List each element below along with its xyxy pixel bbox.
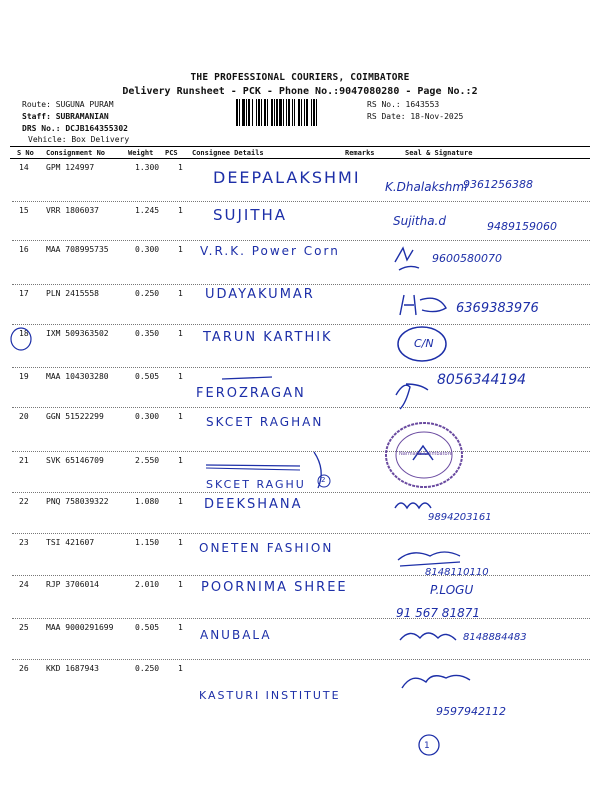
row-consignee-handwritten: ONETEN FASHION bbox=[199, 541, 334, 555]
col-sno: S No bbox=[17, 149, 34, 157]
row-consignment: GGN 51522299 bbox=[46, 412, 104, 421]
row-consignee-handwritten: TARUN KARTHIK bbox=[203, 330, 333, 345]
sig-25 bbox=[400, 633, 456, 640]
row-pcs: 1 bbox=[178, 412, 183, 421]
row-phone: 9361256388 bbox=[463, 178, 533, 191]
row-pcs: 1 bbox=[178, 456, 183, 465]
cn-circle bbox=[398, 327, 446, 361]
row-sno: 14 bbox=[19, 163, 29, 172]
row-phone: 9489159060 bbox=[487, 220, 557, 233]
drs-number: DRS No.: DCJB164355302 bbox=[22, 124, 128, 133]
col-seal: Seal & Signature bbox=[405, 149, 473, 157]
staff-label: Staff: SUBRAMANIAN bbox=[22, 112, 109, 121]
row-consignee-handwritten: SKCET RAGHAN bbox=[206, 415, 324, 429]
row-weight: 2.550 bbox=[135, 456, 160, 465]
row-consignment: VRR 1806037 bbox=[46, 206, 99, 215]
row-consignee-handwritten: SUJITHA bbox=[213, 206, 288, 224]
sig-23 bbox=[398, 552, 460, 566]
row-phone: 8148110110 bbox=[425, 567, 489, 578]
col-remarks: Remarks bbox=[345, 149, 375, 157]
row-pcs: 1 bbox=[178, 163, 183, 172]
row-consignment: PNQ 758039322 bbox=[46, 497, 109, 506]
row-pcs: 1 bbox=[178, 206, 183, 215]
row-consignee-handwritten: DEEKSHANA bbox=[204, 497, 303, 512]
bottom-mark: 1 bbox=[424, 741, 430, 751]
row-pcs: 1 bbox=[178, 289, 183, 298]
row-phone: 9600580070 bbox=[432, 252, 502, 265]
row-sno: 23 bbox=[19, 538, 29, 547]
row-consignment: PLN 2415558 bbox=[46, 289, 99, 298]
row-consignment: IXM 509363502 bbox=[46, 329, 109, 338]
row-signature: K.Dhalakshmi bbox=[385, 180, 468, 194]
row-consignee-handwritten: POORNIMA SHREE bbox=[201, 580, 348, 595]
strike-1 bbox=[222, 377, 272, 379]
row-weight: 0.300 bbox=[135, 412, 160, 421]
row-sno: 18 bbox=[19, 329, 29, 338]
row-phone: 9894203161 bbox=[428, 512, 492, 523]
row-signature: P.LOGU bbox=[430, 583, 474, 597]
row-weight: 0.250 bbox=[135, 664, 160, 673]
bracket-number: 2 bbox=[321, 476, 326, 484]
company-title: THE PROFESSIONAL COURIERS, COIMBATORE bbox=[190, 72, 410, 83]
sig-22 bbox=[395, 503, 431, 508]
row-consignee-handwritten: UDAYAKUMAR bbox=[205, 287, 315, 302]
row-sno: 22 bbox=[19, 497, 29, 506]
col-consignee: Consignee Details bbox=[192, 149, 264, 157]
row-consignment: MAA 708995735 bbox=[46, 245, 109, 254]
row-weight: 1.080 bbox=[135, 497, 160, 506]
row-pcs: 1 bbox=[178, 372, 183, 381]
row-weight: 0.350 bbox=[135, 329, 160, 338]
row-sno: 25 bbox=[19, 623, 29, 632]
row-weight: 0.505 bbox=[135, 372, 160, 381]
row-weight: 0.250 bbox=[135, 289, 160, 298]
rs-date: RS Date: 18-Nov-2025 bbox=[367, 112, 464, 121]
sig-26 bbox=[402, 675, 470, 688]
strike-3 bbox=[206, 468, 300, 470]
row-sno: 21 bbox=[19, 456, 29, 465]
row-pcs: 1 bbox=[178, 329, 183, 338]
row-consignee-handwritten: V.R.K. Power Corn bbox=[200, 244, 340, 258]
row-consignment: MAA 9000291699 bbox=[46, 623, 114, 632]
row-consignee-handwritten: KASTURI INSTITUTE bbox=[199, 689, 341, 702]
row-weight: 1.300 bbox=[135, 163, 160, 172]
runsheet-subtitle: Delivery Runsheet - PCK - Phone No.:9047080280 - Page No.:2 bbox=[122, 86, 478, 97]
row-sno: 19 bbox=[19, 372, 29, 381]
sig-19 bbox=[396, 384, 428, 409]
row-phone: 8056344194 bbox=[437, 372, 527, 388]
row-consignment: TSI 421607 bbox=[46, 538, 95, 547]
row-sno: 17 bbox=[19, 289, 29, 298]
row-sno: 24 bbox=[19, 580, 29, 589]
row-pcs: 1 bbox=[178, 580, 183, 589]
rs-number: RS No.: 1643553 bbox=[367, 100, 440, 109]
row-sno: 20 bbox=[19, 412, 29, 421]
row-phone: 8148884483 bbox=[463, 632, 527, 643]
col-weight: Weight bbox=[128, 149, 154, 157]
row-weight: 0.505 bbox=[135, 623, 160, 632]
row-pcs: 1 bbox=[178, 623, 183, 632]
row-weight: 0.300 bbox=[135, 245, 160, 254]
row-consignee-handwritten: FEROZRAGAN bbox=[196, 386, 306, 401]
col-pcs: PCS bbox=[165, 149, 178, 157]
row-weight: 1.245 bbox=[135, 206, 160, 215]
row-sno: 26 bbox=[19, 664, 29, 673]
row-weight: 1.150 bbox=[135, 538, 160, 547]
sig-17 bbox=[400, 295, 446, 315]
row-phone: 91 567 81871 bbox=[396, 606, 480, 620]
row-pcs: 1 bbox=[178, 497, 183, 506]
col-consignment: Consignment No bbox=[46, 149, 106, 157]
vehicle-label: Vehicle: Box Delivery bbox=[28, 135, 130, 144]
row-sno: 16 bbox=[19, 245, 29, 254]
strike-2 bbox=[206, 465, 300, 466]
row-weight: 2.010 bbox=[135, 580, 160, 589]
route-label: Route: SUGUNA PURAM bbox=[22, 100, 114, 109]
row-consignee-handwritten: DEEPALAKSHMI bbox=[213, 168, 361, 187]
row-consignment: GPM 124997 bbox=[46, 163, 95, 172]
row-consignment: MAA 104303280 bbox=[46, 372, 109, 381]
row-phone: 9597942112 bbox=[436, 705, 506, 718]
sig-16 bbox=[395, 248, 419, 270]
row-sno: 15 bbox=[19, 206, 29, 215]
row-consignee-handwritten: ANUBALA bbox=[200, 628, 272, 642]
row-pcs: 1 bbox=[178, 245, 183, 254]
row-circle-mark bbox=[11, 328, 31, 350]
row-consignment: RJP 3706014 bbox=[46, 580, 99, 589]
row-consignment: KKD 1687943 bbox=[46, 664, 99, 673]
row-pcs: 1 bbox=[178, 664, 183, 673]
row-phone: 6369383976 bbox=[456, 301, 539, 316]
row-signature: Sujitha.d bbox=[393, 214, 446, 228]
seal-text: Narmada Coimbatore bbox=[399, 451, 453, 457]
row-pcs: 1 bbox=[178, 538, 183, 547]
row-consignment: SVK 65146709 bbox=[46, 456, 104, 465]
row-consignee-handwritten: SKCET RAGHU bbox=[206, 478, 306, 491]
row-signature: C/N bbox=[414, 337, 434, 350]
